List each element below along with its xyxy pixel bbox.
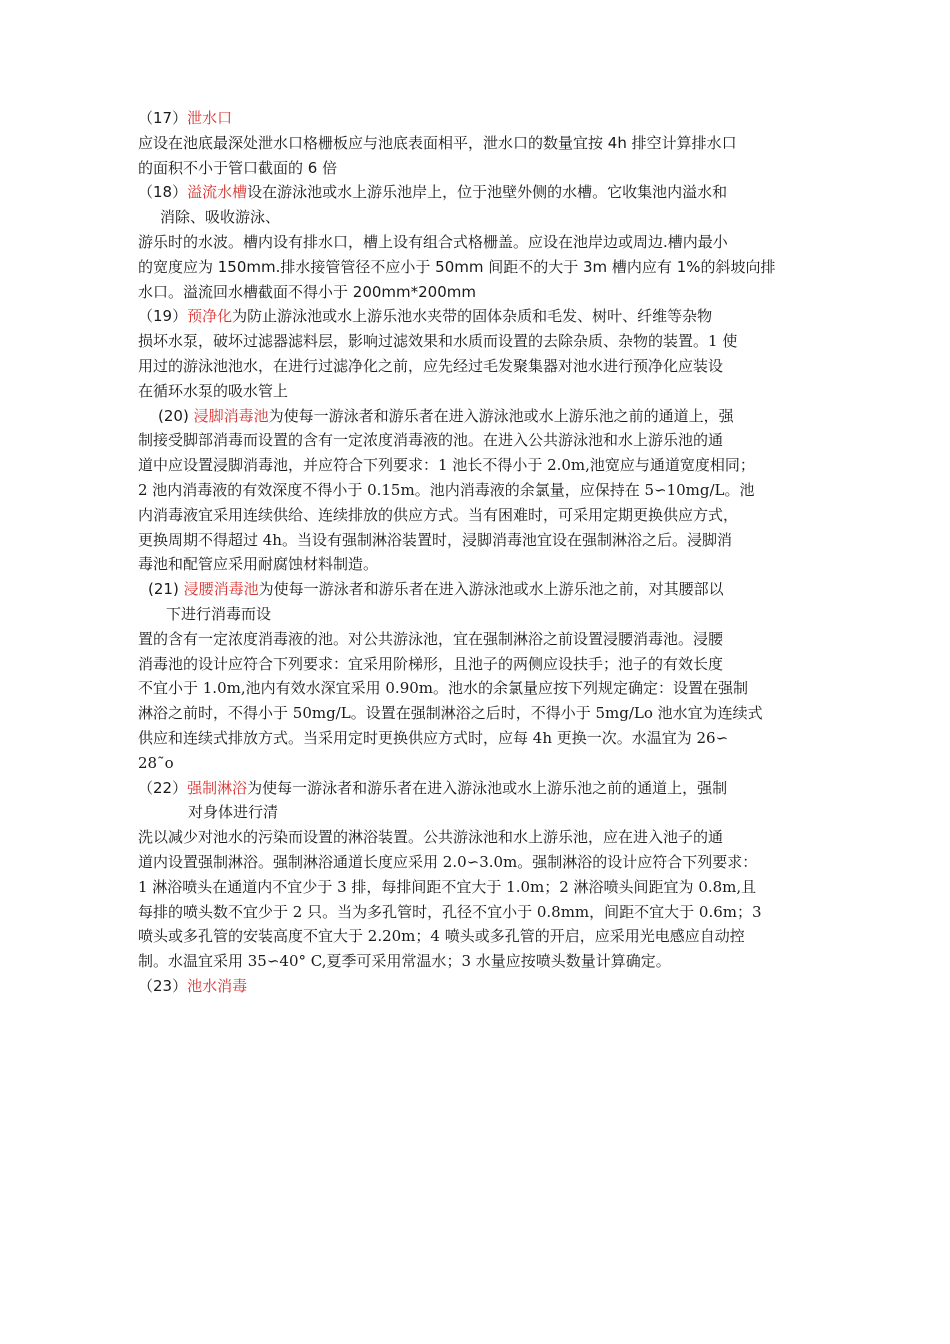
paragraph-line: 2 池内消毒液的有效深度不得小于 0.15m。池内消毒液的余氯量，应保持在 5∽10mg/L。池 [138, 480, 755, 499]
paragraph-line: 下进行消毒而设 [166, 604, 272, 623]
paragraph-line: 置的含有一定浓度消毒液的池。对公共游泳池，宜在强制淋浴之前设置浸腰消毒池。浸腰 [138, 629, 724, 648]
item-number: (20) [158, 406, 189, 425]
heading-20 [138, 404, 818, 429]
paragraph-line: 更换周期不得超过 4h。当设有强制淋浴装置时，浸脚消毒池宜设在强制淋浴之后。浸脚消 [138, 530, 732, 549]
paragraph-line: 水口。溢流回水槽截面不得小于 200mm*200mm [138, 282, 476, 301]
paragraph-line: 供应和连续式排放方式。当采用定时更换供应方式时，应每 4h 更换一次。水温宜为 26∽ [138, 728, 729, 747]
paragraph-line: 28˜o [138, 753, 174, 772]
paragraph-line: 的宽度应为 150mm.排水接管管径不应小于 50mm 间距不的大于 3m 槽内应有 1%的斜坡向排 [138, 257, 776, 276]
item-number: （18） [138, 183, 188, 202]
paragraph-text: 为使每一游泳者和游乐者在进入游泳池或水上游乐池之前，对其腰部以 [258, 580, 724, 599]
document-body [138, 106, 818, 999]
paragraph-line: 游乐时的水波。槽内设有排水口，槽上设有组合式格栅盖。应设在池岸边或周边.槽内最小 [138, 232, 728, 251]
heading-21 [138, 577, 818, 602]
heading-18 [138, 180, 818, 205]
paragraph-text: 为使每一游泳者和游乐者在进入游泳池或水上游乐池之前的通道上，强制 [247, 778, 728, 797]
paragraph-line: 制接受脚部消毒而设置的含有一定浓度消毒液的池。在进入公共游泳池和水上游乐池的通 [138, 431, 724, 450]
paragraph-line: 的面积不小于管口截面的 6 倍 [138, 158, 338, 177]
paragraph-line: 1 淋浴喷头在通道内不宜少于 3 排，每排间距不宜大于 1.0m；2 淋浴喷头间距宜为 0.8m,且 [138, 877, 757, 896]
paragraph-line: 损坏水泵，破坏过滤器滤料层，影响过滤效果和水质而设置的去除杂质、杂物的装置。1 使 [138, 332, 738, 351]
term-prefiltration: 预净化 [187, 307, 233, 326]
term-drain-outlet: 泄水口 [187, 109, 233, 127]
heading-22 [138, 776, 818, 801]
term-foot-bath: 浸脚消毒池 [193, 406, 269, 425]
term-pool-disinfection: 池水消毒 [187, 976, 248, 995]
item-number: （22） [138, 778, 188, 797]
term-forced-shower: 强制淋浴 [187, 778, 248, 797]
paragraph-line: 淋浴之前时，不得小于 50mg/L。设置在强制淋浴之后时，不得小于 5mg/Lo 池水宜为连续式 [138, 704, 763, 723]
paragraph-line: 道中应设置浸脚消毒池，并应符合下列要求：1 池长不得小于 2.0m,池宽应与通道宽度相同； [138, 456, 755, 475]
paragraph-line: 道内设置强制淋浴。强制淋浴通道长度应采用 2.0∽3.0m。强制淋浴的设计应符合下列要求： [138, 852, 758, 871]
paragraph-line: 每排的喷头数不宜少于 2 只。当为多孔管时，孔径不宜小于 0.8mm，间距不宜大于 0.6m；3 [138, 902, 762, 921]
paragraph-line: 应设在池底最深处泄水口格栅板应与池底表面相平，泄水口的数量宜按 4h 排空计算排水口 [138, 133, 737, 152]
paragraph-line: 在循环水泵的吸水管上 [138, 381, 289, 400]
term-waist-bath: 浸腰消毒池 [183, 580, 259, 599]
paragraph-line: 毒池和配管应采用耐腐蚀材料制造。 [138, 555, 379, 574]
paragraph-text: 为防止游泳池或水上游乐池水夹带的固体杂质和毛发、树叶、纤维等杂物 [232, 307, 713, 326]
item-number: （23） [138, 976, 188, 995]
paragraph-line: 洗以减少对池水的污染而设置的淋浴装置。公共游泳池和水上游乐池，应在进入池子的通 [138, 828, 724, 847]
paragraph-line: 消除、吸收游泳、 [160, 208, 281, 227]
paragraph-line: 不宜小于 1.0m,池内有效水深宜采用 0.90m。池水的余氯量应按下列规定确定：设置在强制 [138, 679, 749, 698]
paragraph-line: 用过的游泳池池水，在进行过滤净化之前，应先经过毛发聚集器对池水进行预净化应装设 [138, 356, 724, 375]
heading-17 [138, 106, 818, 131]
term-overflow-gutter: 溢流水槽 [187, 183, 248, 202]
paragraph-text: 设在游泳池或水上游乐池岸上，位于池壁外侧的水槽。它收集池内溢水和 [247, 183, 728, 202]
paragraph-text: 为使每一游泳者和游乐者在进入游泳池或水上游乐池之前的通道上，强 [268, 406, 734, 425]
paragraph-line: 消毒池的设计应符合下列要求：宜采用阶梯形，且池子的两侧应设扶手；池子的有效长度 [138, 654, 724, 673]
paragraph-line: 喷头或多孔管的安装高度不宜大于 2.20m；4 喷头或多孔管的开启，应采用光电感应自动控 [138, 927, 745, 946]
paragraph-line: 制。水温宜采用 35∽40° C,夏季可采用常温水；3 水量应按喷头数量计算确定。 [138, 952, 671, 971]
paragraph-line: 对身体进行清 [188, 803, 279, 822]
heading-23 [138, 974, 818, 999]
item-number: （17） [138, 109, 188, 127]
item-number: （19） [138, 307, 188, 326]
paragraph-line: 内消毒液宜采用连续供给、连续排放的供应方式。当有困难时，可采用定期更换供应方式， [138, 505, 739, 524]
item-number: (21) [148, 580, 179, 599]
heading-19 [138, 304, 818, 329]
